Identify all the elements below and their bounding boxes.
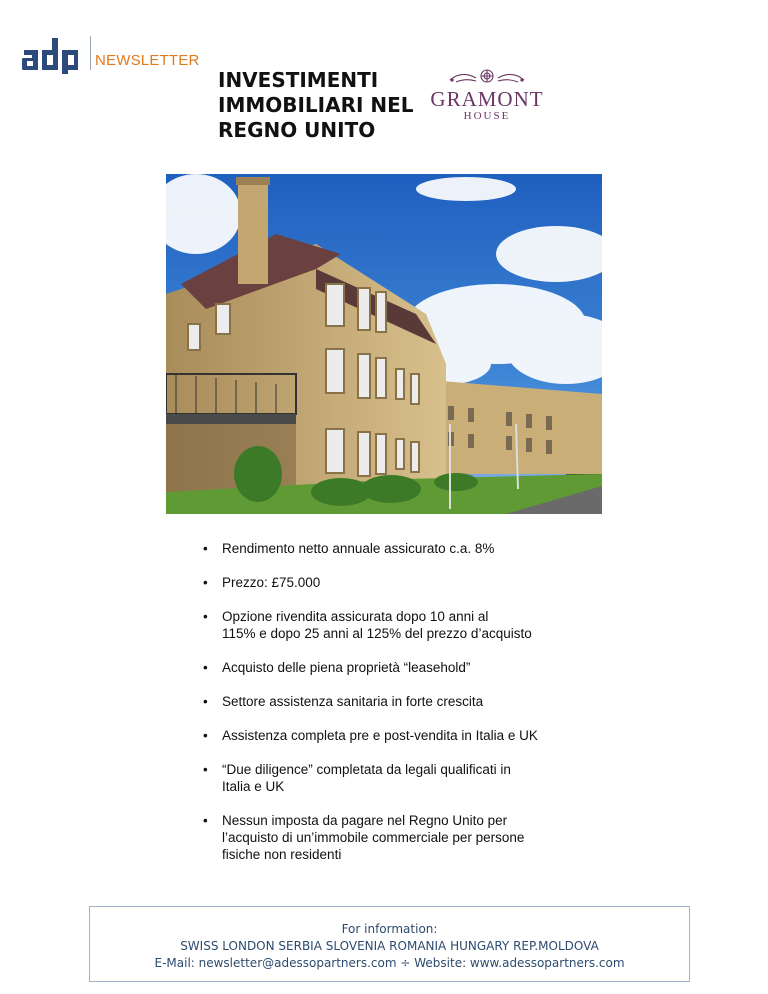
building-photo <box>166 174 602 514</box>
list-item <box>203 574 623 591</box>
list-item <box>203 727 623 744</box>
adp-logo <box>22 36 200 76</box>
list-item-text: Prezzo: £75.000 <box>222 575 321 590</box>
list-item-line: Italia e UK <box>222 779 285 794</box>
contact-footer <box>89 906 690 982</box>
brand-sub: HOUSE <box>463 110 511 122</box>
logo-divider <box>90 36 91 70</box>
list-item <box>203 812 623 863</box>
list-item <box>203 693 623 710</box>
footer-countries: SWISS LONDON SERBIA SLOVENIA ROMANIA HUNGARY REP.MOLDOVA <box>180 939 599 953</box>
title-line: REGNO UNITO <box>218 118 376 142</box>
list-item <box>203 540 623 557</box>
page-title <box>218 68 414 143</box>
gramont-house-logo <box>420 66 554 122</box>
newsletter-label: NEWSLETTER <box>95 52 200 69</box>
list-item <box>203 761 623 795</box>
list-item-text: Settore assistenza sanitaria in forte crescita <box>222 694 484 709</box>
brand-name: GRAMONT <box>430 87 544 111</box>
feature-list <box>203 540 623 880</box>
list-item-line: • Nessun imposta da pagare nel Regno Unito per <box>222 813 508 828</box>
list-item-line: • Opzione rivendita assicurata dopo 10 anni al <box>222 609 489 624</box>
list-item-line: • “Due diligence” completata da legali qualificati in <box>222 762 511 777</box>
list-item-line: 115% e dopo 25 anni al 125% del prezzo d’acquisto <box>222 626 532 641</box>
list-item <box>203 608 623 642</box>
adp-logo-icon <box>22 36 84 74</box>
list-item <box>203 659 623 676</box>
title-line: IMMOBILIARI NEL <box>218 93 414 117</box>
crest-ornament-icon <box>442 66 532 88</box>
footer-contact[interactable]: E-Mail: newsletter@adessopartners.com ÷ Website: www.adessopartners.com <box>154 956 625 970</box>
title-line: INVESTIMENTI <box>218 68 379 92</box>
list-item-text: Assistenza completa pre e post-vendita in Italia e UK <box>222 728 538 743</box>
list-item-text: Rendimento netto annuale assicurato c.a. 8% <box>222 541 495 556</box>
list-item-line: l’acquisto di un’immobile commerciale per persone <box>222 830 525 845</box>
footer-heading: For information: <box>341 922 438 936</box>
list-item-line: fisiche non residenti <box>222 847 342 862</box>
adp-logo-mark <box>22 36 84 74</box>
list-item-text: Acquisto delle piena proprietà “leasehold” <box>222 660 471 675</box>
